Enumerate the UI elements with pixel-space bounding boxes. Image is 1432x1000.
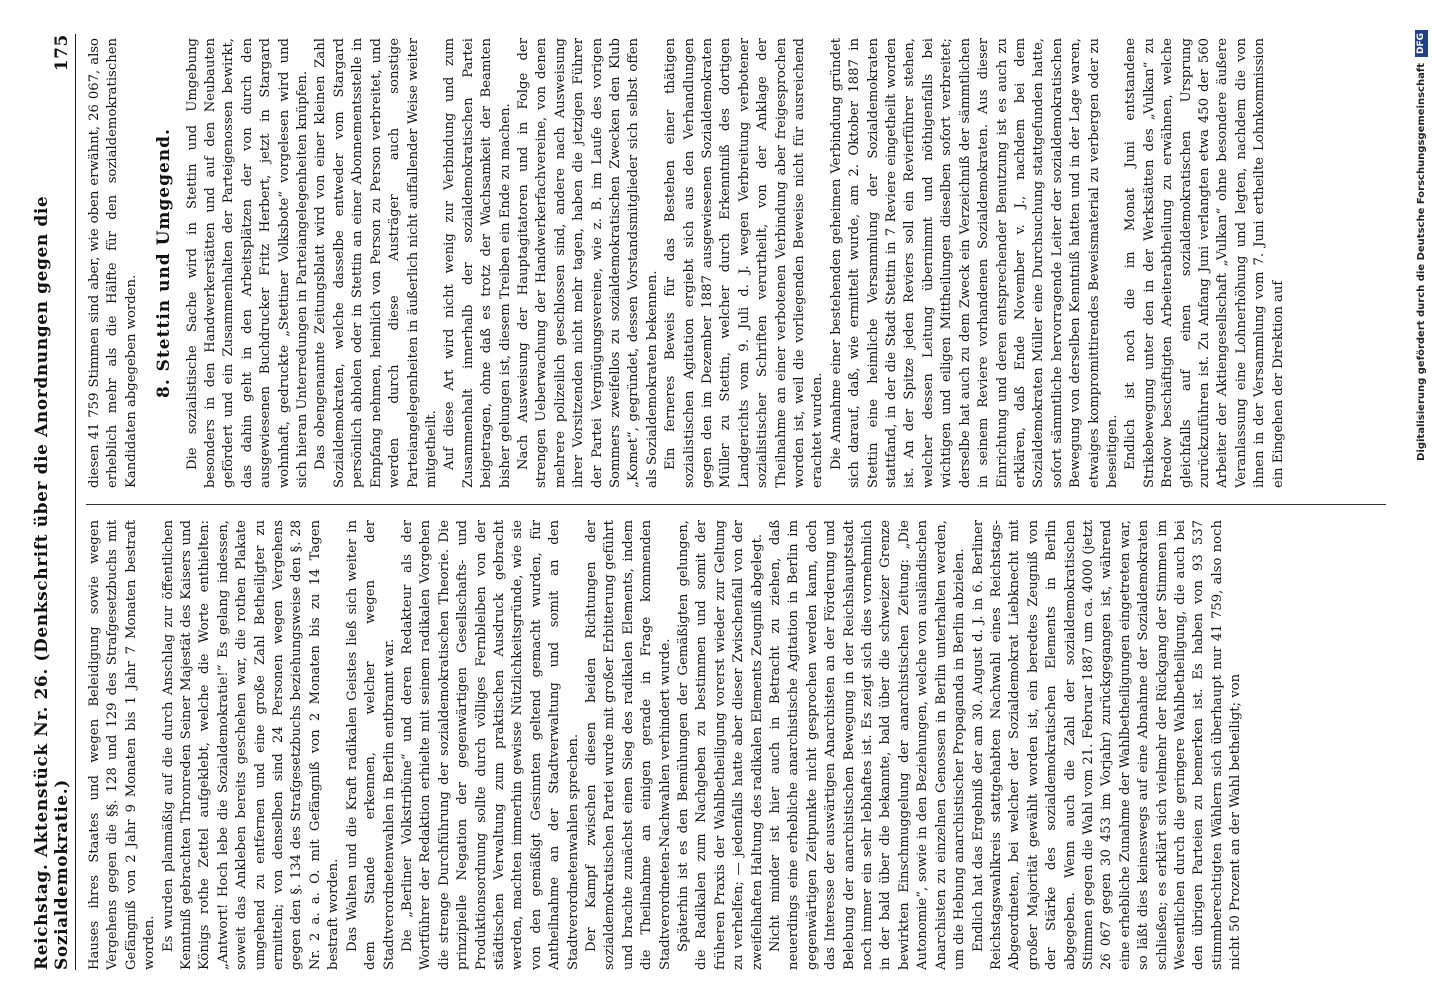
paragraph: Die Annahme einer bestehenden geheimen Verbindung gründet sich darauf, daß, wie ermittelt wurde, am 2. Oktober 1887 in Stettin eine heimliche Versammlung der Sozialdemokraten stattfand, in der die Stadt Stettin in 7 Reviere eingetheilt worden ist. An der Spitze jeden Reviers soll ein Revierführer stehen, welcher dessen Leitung übernimmt und nöthigenfalls bei wichtigen und eiligen Mittheilungen dieselben sofort verbreitet; derselbe hat auch zu dem Zweck ein Verzeichniß der sämmtlichen in seinem Reviere vorhandenen Sozialdemokraten. Aus dieser Einrichtung und deren entsprechender Benutzung ist es auch zu erklären, daß Ende November v. J., nachdem bei dem Sozialdemokraten Müller eine Durchsuchung stattgefunden hatte, sofort sämmtliche hervorragende Leiter der sozialdemokratischen Bewegung von derselben Kenntniß hatten und in der Lage waren, etwaiges kompromittirendes Beweismaterial zu verbergen oder zu beseitigen. bbox=[828, 38, 1120, 488]
paragraph: Der Kampf zwischen diesen beiden Richtungen der sozialdemokratischen Partei wurde mit großer Erbitterung geführt und brachte zunächst einen Sieg des radikalen Elements, indem die Theilnahme an einigen gerade in Frage kommenden Stadtverordneten-Nachwahlen verhindert wurde. bbox=[583, 520, 673, 970]
paragraph: Das obengenannte Zeitungsblatt wird von einer kleinen Zahl Sozialdemokraten, welche dasselbe entweder vom Stargard persönlich abholen oder in Stettin an einer Abonnementsstelle in Empfang nehmen, heimlich von Person zu Person verbreitet, und werden durch diese Austräger auch sonstige Parteiangelegenheiten in äußerlich nicht auffallender Weise weiter mitgetheilt. bbox=[313, 38, 439, 488]
paragraph: Die „Berliner Volkstribüne“ und deren Redakteur als der Wortführer der Redaktion erhielte mit seinem radikalen Vorgehen die strenge Durchführung der sozialdemokratischen Theorie. Die prinzipielle Negation der gegenwärtigen Gesellschafts- und Produktionsordnung sollte durch völliges Fernbleiben von der städtischen Verwaltung zum praktischen Ausdruck gebracht werden, machten immerhin gewisse Nützlichkeitsgründe, wie sie von den gemäßigt Gesinnten geltend gemacht wurden, für Antheilnahme an der Stadtverwaltung und somit an den Stadtverordnetenwahlen sprechen. bbox=[399, 520, 581, 970]
header-title: Reichstag. Aktenstück Nr. 26. (Denkschrift über die Anordnungen gegen die Sozialdemokratie.) bbox=[32, 195, 72, 970]
left-column bbox=[86, 520, 1386, 970]
paragraph: Hauses ihres Staates und wegen Beleidigung sowie wegen Vergehens gegen die §§. 128 und 129 des Strafgesetzbuchs mit Gefängniß von 2 Jahr 9 Monaten bis 1 Jahr 7 Monaten bestraft worden. bbox=[87, 520, 158, 970]
paragraph: diesen 41 759 Stimmen sind aber, wie oben erwähnt, 26 067, also erheblich mehr als die Hälfte für den sozialdemokratischen Kandidaten abgegeben worden. bbox=[87, 38, 139, 488]
paragraph: Nicht minder ist hier auch in Betracht zu ziehen, daß neuerdings eine erhebliche anarchistische Agitation in Berlin im gegenwärtigen Zeitpunkte nicht gesprochen werden kann, doch das Interesse der auswärtigen Anarchisten an der Förderung und Belebung der anarchistischen Bewegung in der Reichshauptstadt noch immer ein sehr lebhaftes ist. Es zeigt sich dies vornehmlich in der bald über die bekannte, bald über die schweizer Grenze bewirkten Einschmuggelung der anarchistischen Zeitung: „Die Autonomie“, sowie in den Beziehungen, welche von ausländischen Anarchisten zu einzelnen Genossen in Berlin unterhalten werden, um die Hebung anarchistischer Propaganda in Berlin abzielen. bbox=[768, 520, 968, 970]
section-heading: 8. Stettin und Umgegend. bbox=[154, 128, 175, 398]
paragraph: Es wurden planmäßig auf die durch Anschlag zur öffentlichen Kenntniß gebrachten Thronreden Seiner Majestät des Kaisers und Königs rothe Zettel aufgeklebt, welche die Worte enthielten: „Antwort! Hoch lebe die Sozialdemokratie!“ Es gelang indessen, soweit das Ankleben bereits geschehen war, die rothen Plakate umgehend zu entfernen und eine große Zahl Betheiligter zu ermitteln; von denselben sind 24 Personen wegen Vergehens gegen den §. 134 des Strafgesetzbuchs beziehungsweise den §. 28 Nr. 2 a. a. O. mit Gefängniß von 2 Monaten bis zu 14 Tagen bestraft worden. bbox=[160, 520, 342, 970]
column-divider bbox=[86, 504, 1386, 505]
paragraph: Späterhin ist es den Bemühungen der Gemäßigten gelungen, die Radikalen zum Nachgeben zu bestimmen und somit der früheren Praxis der Wahlbetheiligung vorerst wieder zur Geltung zu verhelfen; — jedenfalls hatte aber dieser Zwischenfall von der zweifelhaften Haltung des radikalen Elements Zeugniß abgelegt. bbox=[676, 520, 765, 970]
paragraph: Endlich ist noch die im Monat Juni entstandene Strikebewegung unter den in der Werkstätten des „Vulkan“ zu Bredow beschäftigten Arbeiterabtheilung zu erwähnen, welche gleichfalls auf einen sozialdemokratischen Ursprung zurückzuführen ist. Zu Anfang Juni verlangten etwa 450 der 560 Arbeiter der Aktiengesellschaft „Vulkan“ ohne besondere äußere Veranlassung eine Lohnerhöhung und legten, nachdem die von ihnen in der Versammlung vom 7. Juni ertheilte Lohnkommission ein Eingehen der Direktion auf bbox=[1123, 38, 1286, 488]
paragraph: Das Walten und die Kraft radikalen Geistes ließ sich weiter in dem Stande erkennen, welcher wegen der Stadtverordnetenwahlen in Berlin entbrannt war. bbox=[344, 520, 397, 970]
paragraph: Nach Ausweisung der Hauptagitatoren und in Folge der strengen Ueberwachung der Handwerkerfachvereine, von denen mehrere polizeilich geschlossen sind, andere nach Ausweisung ihrer Vorsitzenden nicht mehr tagen, haben die jetzigen Führer der Partei Vergnügungsvereine, wie z. B. im Laufe des vorigen Sommers zweifellos zu sozialdemokratischen Zwecken den Klub „Komet“, gegründet, dessen Vorstandsmitglieder sich selbst offen als Sozialdemokraten bekennen. bbox=[515, 38, 660, 488]
right-column bbox=[86, 38, 1386, 488]
running-header bbox=[32, 34, 76, 970]
paragraph: Auf diese Art wird nicht wenig zur Verbindung und zum Zusammenhalt innerhalb der sozialdemokratischen Partei beigetragen, ohne daß es trotz der Wachsamkeit der Beamten bisher gelungen ist, diesem Treiben ein Ende zu machen. bbox=[442, 38, 513, 488]
page-number: 175 bbox=[52, 34, 72, 72]
credit-text: Digitalisierung gefördert durch die Deutsche Forschungsgemeinschaft bbox=[1415, 63, 1427, 461]
paragraph: Die sozialistische Sache wird in Stettin und Umgebung besonders in den Handwerkerstätten und auf den Neubauten gefördert und ein Zusammenhalten der Parteigenossen bewirkt, das dahin geht in den Arbeitsplätzen der von durch den ausgewiesenen Buchdrucker Fritz Herbert, jetzt in Stargard wohnhaft, gedruckte „Stettiner Volksbote“ vorgelesen wird und sich hieran Unterredungen in Parteiangelegenheiten knüpfen. bbox=[184, 38, 311, 488]
paragraph: Ein ferneres Beweis für das Bestehen einer thätigen sozialistischen Agitation ergiebt sich aus den Verhandlungen gegen den im Dezember 1887 ausgewiesenen Sozialdemokraten Müller zu Stettin, welcher durch Erkenntniß des dortigen Landgerichts vom 9. Juli d. J. wegen Verbreitung verbotener sozialistischer Schriften verurtheilt, von der Anklage der Theilnahme an einer verbotenen Verbindung aber freigesprochen worden ist, weil die vorliegenden Beweise nicht für ausreichend erachtet wurden. bbox=[663, 38, 826, 488]
dfg-logo: DFG bbox=[1415, 30, 1428, 57]
paragraph: Endlich hat das Ergebniß der am 30. August d. J. in 6. Berliner Reichstagswahlkreis stattgehabten Nachwahl eines Reichstags-Abgeordneten, bei welcher der Sozialdemokrat Liebknecht mit großer Majorität gewählt worden ist, ein beredtes Zeugniß von der Stärke des sozialdemokratischen Elements in Berlin abgegeben. Wenn auch die Zahl der sozialdemokratischen Stimmen gegen die Wahl vom 21. Februar 1887 um ca. 4000 (jetzt 26 067 gegen 30 453 im Vorjahr) zurückgegangen ist, während eine erhebliche Zunahme der Wahlbetheiligungen eingetreten war, so läßt dies keineswegs auf eine Abnahme der Sozialdemokraten schließen; es erklärt sich vielmehr der Rückgang der Stimmen im Wesentlichen durch die geringere Wahlbetheiligung, die auch bei den übrigen Parteien zu bemerken ist. Es haben von 93 537 stimmberechtigten Wählern sich überhaupt nur 41 759, also noch nicht 50 Prozent an der Wahl betheiligt; von bbox=[970, 520, 1244, 970]
digitization-credit bbox=[1414, 30, 1428, 970]
